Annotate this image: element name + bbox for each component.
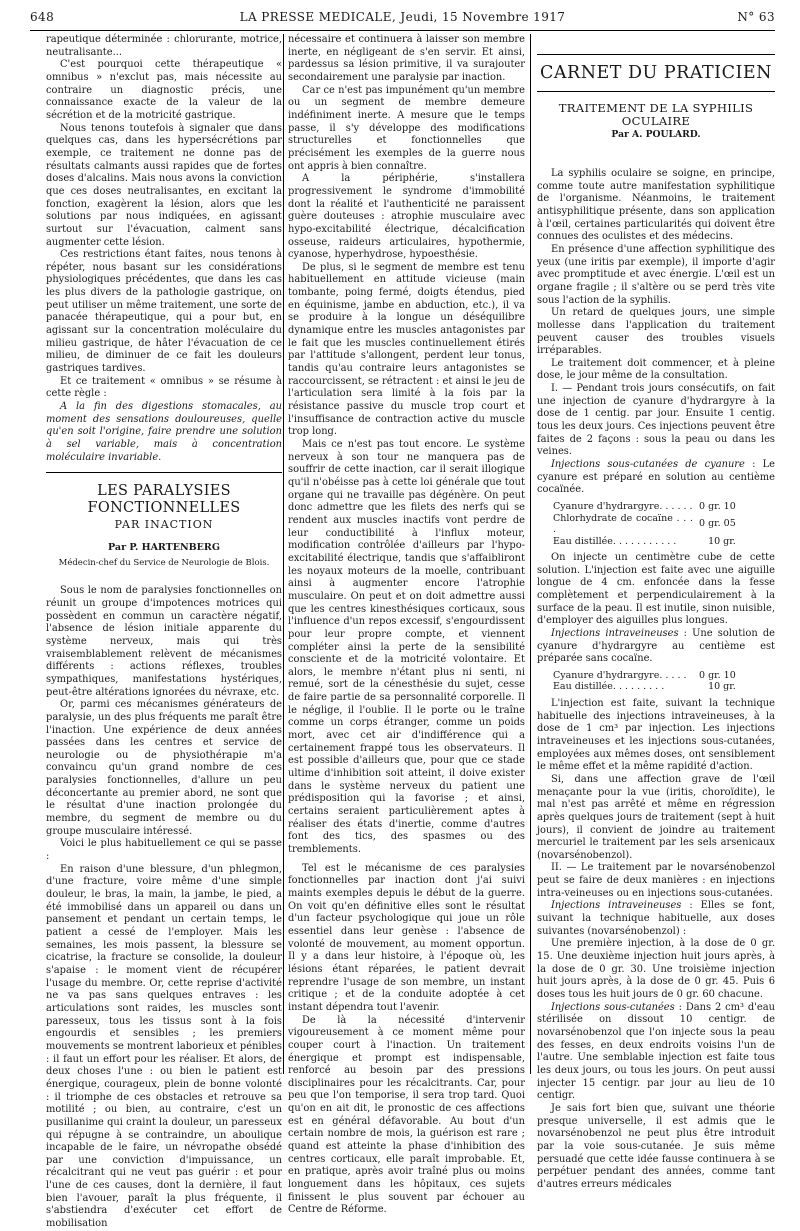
author-affiliation: Médecin-chef du Service de Neurologie de Blois. xyxy=(58,557,270,568)
paragraph: Si, dans une affection grave de l'œil menaçante pour la vue (iritis, choroïdite), le mal n'est pas arrêté et même en régression après quelques jours de traitement (sept à huit jours), il convient de joindre au traitement mercuriel le traitement par les sels arsenicaux (novarsénobenzol). xyxy=(537,773,775,861)
paragraph: De plus, si le segment de membre est tenu habituellement en attitude vicieuse (main tombante, poing fermé, doigts étendus, pied en équinisme, jambe en abduction, etc.), il va se produire à la longue un déséquilibre dynamique entre les muscles antagonistes par le fait que les muscles continuellement étirés par l'attitude s'allongent, perdent leur tonus, tandis qu'au contraire leurs antagonistes se raccourcissent, se rétractent : et ainsi le jeu de l'articulation sera limité à la fois par la résistance passive du muscle trop court et l'insuffisance de contraction active du muscle trop long. xyxy=(288,261,525,438)
article-subtitle: PAR INACTION xyxy=(114,518,214,532)
paragraph: Injections sous-cutanées : Dans 2 cm³ d'eau stérilisée on dissout 10 centigr. de novarsénobenzol que l'on injecte sous la peau des fesses, en deux endroits voisins l'un de l'autre. Une semblable injection est faite tous les deux jours, ou tous les jours. On peut aussi injecter 15 centigr. par jour au lieu de 10 centigr. xyxy=(537,1001,775,1102)
ingredient-dose: 0 gr. 10 xyxy=(699,501,736,513)
prescription-row xyxy=(553,513,736,536)
inline-label: Injections intraveineuses xyxy=(551,627,679,639)
paragraph: Nous tenons toutefois à signaler que dans quelques cas, dans les hypersécrétions par exemple, ce traitement ne donne pas de résultats calmants aussi rapides que de fortes doses d'alcalins. Mais nous avons la conviction que ces doses neutralisantes, en excitant la fonction, exagèrent la lésion, alors que les solutions par nous indiquées, en agissant surtout sur l'évacuation, calment sans augmenter cette lésion. xyxy=(46,122,282,248)
paragraph: rapeutique déterminée : chlorurante, motrice, neutralisante... xyxy=(46,34,282,58)
paragraph: Injections intraveineuses : Elles se font, suivant la technique habituelle, aux doses suivantes (novarsénobenzol) : xyxy=(537,900,775,937)
ingredient-dose: 10 gr. xyxy=(708,535,736,547)
paragraph: C'est pourquoi cette thérapeutique « omnibus » n'exclut pas, mais nécessite au contraire un diagnostic précis, une connaissance exacte de la valeur de la sécrétion et de la motricité gastrique. xyxy=(46,59,282,121)
rule-statement: A la fin des digestions stomacales, au moment des sensations douloureuses, quelle qu'en soit l'origine, faire prendre une solution à sel variable, mais à concentration moléculaire invariable. xyxy=(46,401,282,463)
paragraph: Injections sous-cutanées de cyanure : Le cyanure est préparé en solution au centième cocaïnée. xyxy=(537,459,775,496)
issue-number: N° 63 xyxy=(737,10,775,24)
paragraph: Or, parmi ces mécanismes générateurs de paralysie, un des plus fréquents me paraît être l'inaction. Une expérience de deux années passées dans les centres et service de neurologie ou de physiothérapie m'a convaincu qu'un grand nombre de ces paralysies fonctionnelles, d'allure un peu déconcertante au premier abord, ne sont que le résultat d'une inaction prolongée du membre, du segment de membre ou du groupe musculaire intéressé. xyxy=(46,699,282,837)
article-author: Par A. POULARD. xyxy=(611,129,701,141)
paragraph: Injections intraveineuses : Une solution de cyanure d'hydrargyre au centième est préparée sans cocaïne. xyxy=(537,627,775,665)
inline-label: Injections sous-cutanées de cyanure xyxy=(551,459,745,471)
paragraph: Et ce traitement « omnibus » se résume à cette règle : xyxy=(46,375,282,400)
section-title: CARNET DU PRATICIEN xyxy=(540,63,772,83)
column-divider xyxy=(530,34,531,1074)
prescription-row xyxy=(553,501,736,513)
prescription-row xyxy=(553,670,736,682)
prescription-row xyxy=(553,536,736,548)
paragraph: De là la nécessité d'intervenir vigoureusement à ce moment même pour couper court à l'inaction. Un traitement énergique et prompt est indispensable, renforcé au besoin par des pressions disciplinaires pour les récalcitrants. Car, pour peu que l'on temporise, il sera trop tard. Quoi qu'on en ait dit, le pronostic de ces affections est en général défavorable. Au bout d'un certain nombre de mois, la guérison est rare ; quand est atteinte la phase d'inhibition des centres corticaux, elle paraît improbable. Et, en pratique, après avoir traîné plus ou moins longuement dans les hôpitaux, ces sujets finissent le plus souvent par échouer au Centre de Réforme. xyxy=(288,1014,525,1216)
paragraph: Une première injection, à la dose de 0 gr. 15. Une deuxième injection huit jours après, à la dose de 0 gr. 30. Une troisième injection huit jours après, à la dose de 0 gr. 45. Puis 6 doses tous les huit jours de 0 gr. 60 chacune. xyxy=(537,938,775,1001)
column-2 xyxy=(288,34,525,1217)
paragraph: I. — Pendant trois jours consécutifs, on fait une injection de cyanure d'hydrargyre à la dose de 1 centig. par jour. Ensuite 1 centig. tous les deux jours. Ces injections peuvent être faites de 2 façons : sous la peau ou dans les veines. xyxy=(537,383,775,458)
paragraph: nécessaire et continuera à laisser son membre inerte, en négligeant de s'en servir. Et ainsi, pardessus sa lésion primitive, il va surajouter secondairement une paralysie par inaction. xyxy=(288,34,525,83)
section-rule xyxy=(46,472,282,473)
column-3 xyxy=(537,92,775,1192)
inline-label: Injections intraveineuses xyxy=(551,900,682,912)
page-number: 648 xyxy=(30,10,55,24)
article-author: Par P. HARTENBERG xyxy=(108,541,220,553)
ingredient-dose: 10 gr. xyxy=(708,681,736,693)
inline-label: Injections sous-cutanées xyxy=(551,1001,675,1013)
prescription-table xyxy=(553,501,736,547)
ingredient-name: Eau distillée. . . . . . . . . . . xyxy=(553,535,677,547)
paragraph: Tel est le mécanisme de ces paralysies fonctionnelles par inaction dont j'ai suivi maints exemples depuis le début de la guerre. On voit qu'en définitive elles sont le résultat d'un facteur psychologique qui joue un rôle essentiel dans leur genèse : l'absence de volonté de mouvement, au moment opportun. Il y a dans leur histoire, à l'époque où, les lésions étant réparées, le patient devrait reprendre l'usage de son membre, un instant critique ; et de la conduite adoptée à cet instant dépendra tout l'avenir. xyxy=(288,862,525,1013)
header-rule xyxy=(30,30,775,31)
paragraph: Voici le plus habituellement ce qui se passe : xyxy=(46,838,282,863)
carnet-banner xyxy=(537,54,775,92)
paragraph: Le traitement doit commencer, et à pleine dose, le jour même de la consultation. xyxy=(537,357,775,382)
column-divider xyxy=(283,34,284,1074)
running-head xyxy=(30,10,775,28)
ingredient-name: Cyanure d'hydrargyre. . . . . xyxy=(553,669,687,681)
paragraph: Un retard de quelques jours, une simple mollesse dans l'application du traitement peuvent causer des troubles visuels irréparables. xyxy=(537,307,775,357)
paragraph: En raison d'une blessure, d'un phlegmon, d'une fracture, voire même d'une simple douleur, le bras, la main, la jambe, le pied, a été immobilisé dans un appareil ou dans un pansement et pendant un certain temps, le patient a cessé de l'employer. Mais les semaines, les mois passent, la blessure se cicatrise, la fracture se consolide, la douleur s'apaise : le moment vient de récupérer l'usage du membre. Or, cette reprise d'activité ne va pas sans quelques entraves : les articulations sont raides, les muscles sont paresseux, tous les tissus sont à la fois engourdis et sensibles ; les premiers mouvements se montrent laborieux et pénibles : il faut un effort pour les réaliser. Et alors, de deux choses l'une : ou bien le patient est énergique, courageux, plein de bonne volonté : il triomphe de ces obstacles et retrouve sa motilité ; ou bien, au contraire, c'est un pusillanime qui craint la douleur, un paresseux qui répugne à se contraindre, un aboulique incapable de le faire, un névropathe obsédé par une conviction d'impuissance, un récalcitrant qui ne veut pas guérir : et pour l'une de ces causes, dont la dernière, il faut bien l'avouer, paraît la plus fréquente, il s'abstiendra d'exécuter cet effort de mobilisation xyxy=(46,863,282,1230)
paragraph: Mais ce n'est pas tout encore. Le système nerveux à son tour ne manquera pas de souffrir de cette inaction, car il serait illogique qu'il n'obéisse pas à cette loi générale que tout organe qui ne travaille pas dégénère. On peut donc admettre que les filets des nerfs qui se rendent aux muscles inactifs vont perdre de leur conductibilité à l'influx moteur, modification contrôlée d'ailleurs par l'hypo-excitabilité électrique, tandis que s'affaibliront les noyaux moteurs de la moelle, contribuant ainsi à augmenter encore l'atrophie musculaire. On peut et on doit admettre aussi que les centres kinesthésiques corticaux, sous l'influence d'un repos excessif, s'engourdissent pour leur propre compte, et viennent compléter ainsi la perte de la sensibilité consciente et de la motricité volontaire. Et alors, le membre n'étant plus ni senti, ni remué, sort de la cénesthésie du sujet, cesse de faire partie de sa personnalité corporelle. Il le néglige, il l'oublie. Il le porte ou le traîne comme un corps étranger, comme un poids mort, avec cet air d'indifférence qui a certainement frappé tous les observateurs. Il est possible d'ailleurs que, pour que ce stade ultime d'inhibition soit atteint, il doive exister dans le système nerveux du patient une prédisposition qui la favorise ; et ainsi, certains seraient particulièrement aptes à réaliser des états d'inertie, comme d'autres font des tics, des spasmes ou des tremblements. xyxy=(288,439,525,855)
paragraph: L'injection est faite, suivant la technique habituelle des injections intraveineuses, à la dose de 1 cm³ par injection. Les injections intraveineuses et les injections sous-cutanées, employées aux mêmes doses, ont sensiblement le même effet et la même rapidité d'action. xyxy=(537,697,775,773)
ingredient-dose: 0 gr. 10 xyxy=(699,669,736,681)
column-1 xyxy=(46,34,282,1231)
paragraph: Ces restrictions étant faites, nous tenons à répéter, nous basant sur les considérations physiologiques précédentes, que dans les cas les plus divers de la pathologie gastrique, on peut utiliser un même traitement, une sorte de panacée thérapeutique, qui a pour but, en agissant sur la concentration moléculaire du milieu gastrique, de hâter l'évacuation de ce milieu, de diminuer de ce fait les douleurs gastriques tardives. xyxy=(46,249,282,375)
paragraph: On injecte un centimètre cube de cette solution. L'injection est faite avec une aiguille longue de 4 cm. enfoncée dans la fesse complètement et perpendiculairement à la surface de la peau. Il est inutile, sinon nuisible, d'employer des aiguilles plus longues. xyxy=(537,552,775,627)
paragraph: A la périphérie, s'installera progressivement le syndrome d'immobilité dont la réalité et l'authenticité ne paraissent guère douteuses : atrophie musculaire avec hypo-excitabilité électrique, décalcification osseuse, raideurs articulaires, hypothermie, cyanose, hyperhydrose, hypoesthésie. xyxy=(288,173,525,261)
paragraph: Car ce n'est pas impunément qu'un membre ou un segment de membre demeure indéfiniment inerte. A mesure que le temps passe, il s'y développe des modifications structurelles et fonctionnelles que précisément les exemples de la guerre nous ont appris à bien connaître. xyxy=(288,84,525,172)
paragraph: II. — Le traitement par le novarsénobenzol peut se faire de deux manières : en injections intra-veineuses ou en injections sous-cutanées. xyxy=(537,862,775,899)
prescription-table xyxy=(553,670,736,693)
paragraph: La syphilis oculaire se soigne, en principe, comme toute autre manifestation syphilitique de l'organisme. Néanmoins, le traitement antisyphilitique présente, dans son application à l'œil, certaines particularités qui doivent être connues des oculistes et des médecins. xyxy=(537,167,775,243)
article-title: TRAITEMENT DE LA SYPHILIS OCULAIRE xyxy=(558,101,754,128)
journal-header: LA PRESSE MEDICALE, Jeudi, 15 Novembre 1917 xyxy=(239,10,566,24)
ingredient-dose: 0 gr. 05 xyxy=(699,518,736,530)
ingredient-name: Eau distillée. . . . . . . . . xyxy=(553,681,665,693)
paragraph: En présence d'une affection syphilitique des yeux (une iritis par exemple), il importe d'agir avec promptitude et avec énergie. L'œil est un organe fragile ; il s'altère ou se perd très vite sous l'action de la syphilis. xyxy=(537,243,775,306)
paragraph: Je sais fort bien que, suivant une théorie presque universelle, il est admis que le novarsénobenzol ne peut plus être introduit par la voie sous-cutanée. Je suis même persuadé que cette idée fausse continuera à se perpétuer pendant des années, comme tant d'autres erreurs médicales xyxy=(537,1102,775,1190)
prescription-row xyxy=(553,681,736,693)
ingredient-name: Chlorhydrate de cocaïne . . . . xyxy=(553,512,693,536)
ingredient-name: Cyanure d'hydrargyre. . . . . . xyxy=(553,501,693,513)
paragraph: Sous le nom de paralysies fonctionnelles on réunit un groupe d'impotences motrices qui possèdent en commun un caractère négatif, l'absence de lésion initiale apparente du système nerveux, mais qui très vraisemblablement relèvent de mécanismes différents : actions réflexes, troubles sympathiques, manifestations hystériques, peut-être altérations ignorées du névraxe, etc. xyxy=(46,585,282,698)
article-title: LES PARALYSIES FONCTIONNELLES xyxy=(87,483,241,517)
